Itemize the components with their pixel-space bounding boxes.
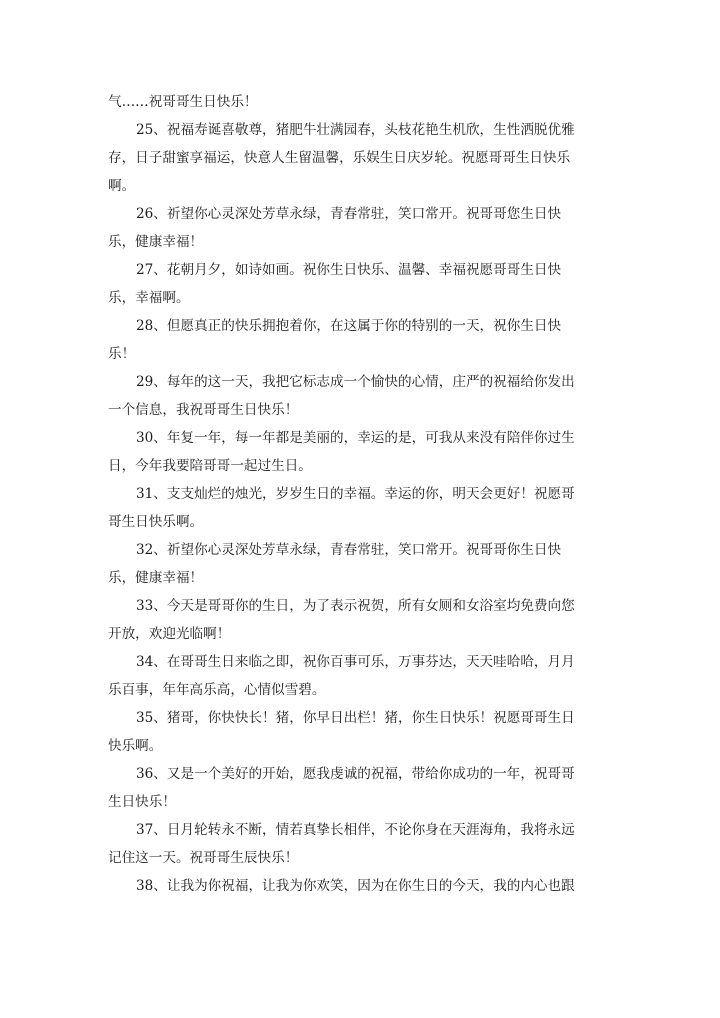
paragraph-25: 25、祝福寿诞喜敬尊，猪肥牛壮满园春，头枝花艳生机欣，生性洒脱优雅 存，日子甜蜜享福运，快意人生留温馨，乐娱生日庆岁轮。祝愿哥哥生日快乐 啊。 — [108, 122, 575, 194]
paragraph-33: 33、今天是哥哥你的生日，为了表示祝贺，所有女厕和女浴室均免费向您 开放，欢迎光临啊！ — [108, 598, 575, 642]
paragraph-35: 35、猪哥，你快快长！猪，你早日出栏！猪，你生日快乐！祝愿哥哥生日 快乐啊。 — [108, 710, 575, 754]
paragraph-30: 30、年复一年，每一年都是美丽的，幸运的是，可我从来没有陪伴你过生 日，今年我要陪哥哥一起过生日。 — [108, 430, 575, 474]
paragraph-38: 38、让我为你祝福，让我为你欢笑，因为在你生日的今天，我的内心也跟 — [136, 878, 575, 894]
paragraph-32: 32、祈望你心灵深处芳草永绿，青春常驻，笑口常开。祝哥哥你生日快 乐，健康幸福！ — [108, 542, 562, 586]
paragraph-36: 36、又是一个美好的开始，愿我虔诚的祝福，带给你成功的一年，祝哥哥 生日快乐！ — [108, 766, 575, 810]
paragraph-34: 34、在哥哥生日来临之即，祝你百事可乐，万事芬达，天天哇哈哈，月月 乐百事，年年高乐高，心情似雪碧。 — [108, 654, 575, 698]
paragraph-29: 29、每年的这一天，我把它标志成一个愉快的心情，庄严的祝福给你发出 一个信息，我祝哥哥生日快乐！ — [108, 374, 575, 418]
paragraph-31: 31、支支灿烂的烛光，岁岁生日的幸福。幸运的你，明天会更好！祝愿哥 哥生日快乐啊。 — [108, 486, 575, 530]
paragraph-28: 28、但愿真正的快乐拥抱着你，在这属于你的特别的一天，祝你生日快 乐！ — [108, 318, 562, 362]
document-page — [108, 88, 606, 900]
paragraph-37: 37、日月轮转永不断，情若真挚长相伴，不论你身在天涯海角，我将永远 记住这一天。祝哥哥生辰快乐！ — [108, 822, 575, 866]
paragraph-26: 26、祈望你心灵深处芳草永绿，青春常驻，笑口常开。祝哥哥您生日快 乐，健康幸福！ — [108, 206, 562, 250]
lead-line: 气……祝哥哥生日快乐！ — [108, 94, 258, 110]
paragraph-27: 27、花朝月夕，如诗如画。祝你生日快乐、温馨、幸福祝愿哥哥生日快 乐，幸福啊。 — [108, 262, 562, 306]
